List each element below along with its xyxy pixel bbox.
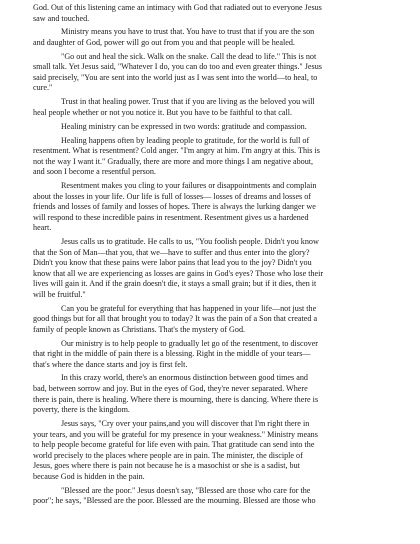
document-page (33, 3, 391, 510)
paragraph: Healing happens often by leading people to gratitude, for the world is full of resentment. What is resentment? Cold anger. "I'm angry at him. I'm angry at this. This is not the way I want it." Gradually, there are more and more things I am negative about, and soon I become a resentful person. (33, 135, 320, 177)
paragraph: God. Out of this listening came an intimacy with God that radiated out to everyone Jesus saw and touched. (33, 3, 322, 23)
paragraph: "Blessed are the poor." Jesus doesn't say, "Blessed are those who care for the poor"; he says, "Blessed are the poor. Blessed are the mourning. Blessed are those who (33, 485, 316, 506)
paragraph: Resentment makes you cling to your failures or disappointments and complain about the losses in your life. Our life is full of losses— losses of dreams and losses of friends and losses of family and losses of hopes. There is always the lurking danger we will respond to these incredible pains in resentment. Resentment gives us a hardened heart. (33, 180, 317, 233)
paragraph: In this crazy world, there's an enormous distinction between good times and bad, between sorrow and joy. But in the eyes of God, they're never separated. Where there is pain, there is healing. Where there is mourning, there is dancing. Where there is poverty, there is the kingdom. (33, 373, 319, 415)
paragraph: Ministry means you have to trust that. You have to trust that if you are the son and daughter of God, power will go out from you and that people will be healed. (33, 27, 315, 47)
paragraph: "Go out and heal the sick. Walk on the snake. Call the dead to life." This is not small talk. Yet Jesus said, "Whatever I do, you can do too and even greater things." Jesus said precisely, "You are sent into the world just as I was sent into the world—to heal, to cure." (33, 51, 322, 93)
paragraph: Jesus says, "Cry over your pains,and you will discover that I'm right there in your tears, and you will be grateful for my presence in your weakness." Ministry means to help people become grateful for life even with pain. That gratitude can send into the world precisely to the places where people are in pain. The minister, the disciple of Jesus, goes where there is pain not because he is a masochist or she is a sadist, but because God is hidden in the pain. (33, 418, 318, 481)
paragraph: Jesus calls us to gratitude. He calls to us, "You foolish people. Didn't you know that the Son of Man—that you, that we—have to suffer and thus enter into the glory? Didn't you know that these pains were labor pains that lead you to the joy? Didn't you know that all we are experiencing as losses are gains in God's eyes? Those who lose their lives will gain it. And if the grain doesn't die, it stays a small grain; but if it dies, then it will be fruitful." (33, 237, 324, 299)
paragraph: Trust in that healing power. Trust that if you are living as the beloved you will heal people whether or not you notice it. But you have to be faithful to that call. (33, 97, 315, 117)
paragraph: Our ministry is to help people to gradually let go of the resentment, to discover that right in the middle of pain there is a blessing. Right in the middle of your tears— that's where the dance starts and joy is first felt. (33, 338, 319, 369)
paragraph: Can you be grateful for everything that has happened in your life—not just the good things but for all that brought you to today? It was the pain of a Son that created a family of people known as Christians. That's the mystery of God. (33, 303, 318, 334)
paragraph: Healing ministry can be expressed in two words: gratitude and compassion. (61, 121, 307, 131)
